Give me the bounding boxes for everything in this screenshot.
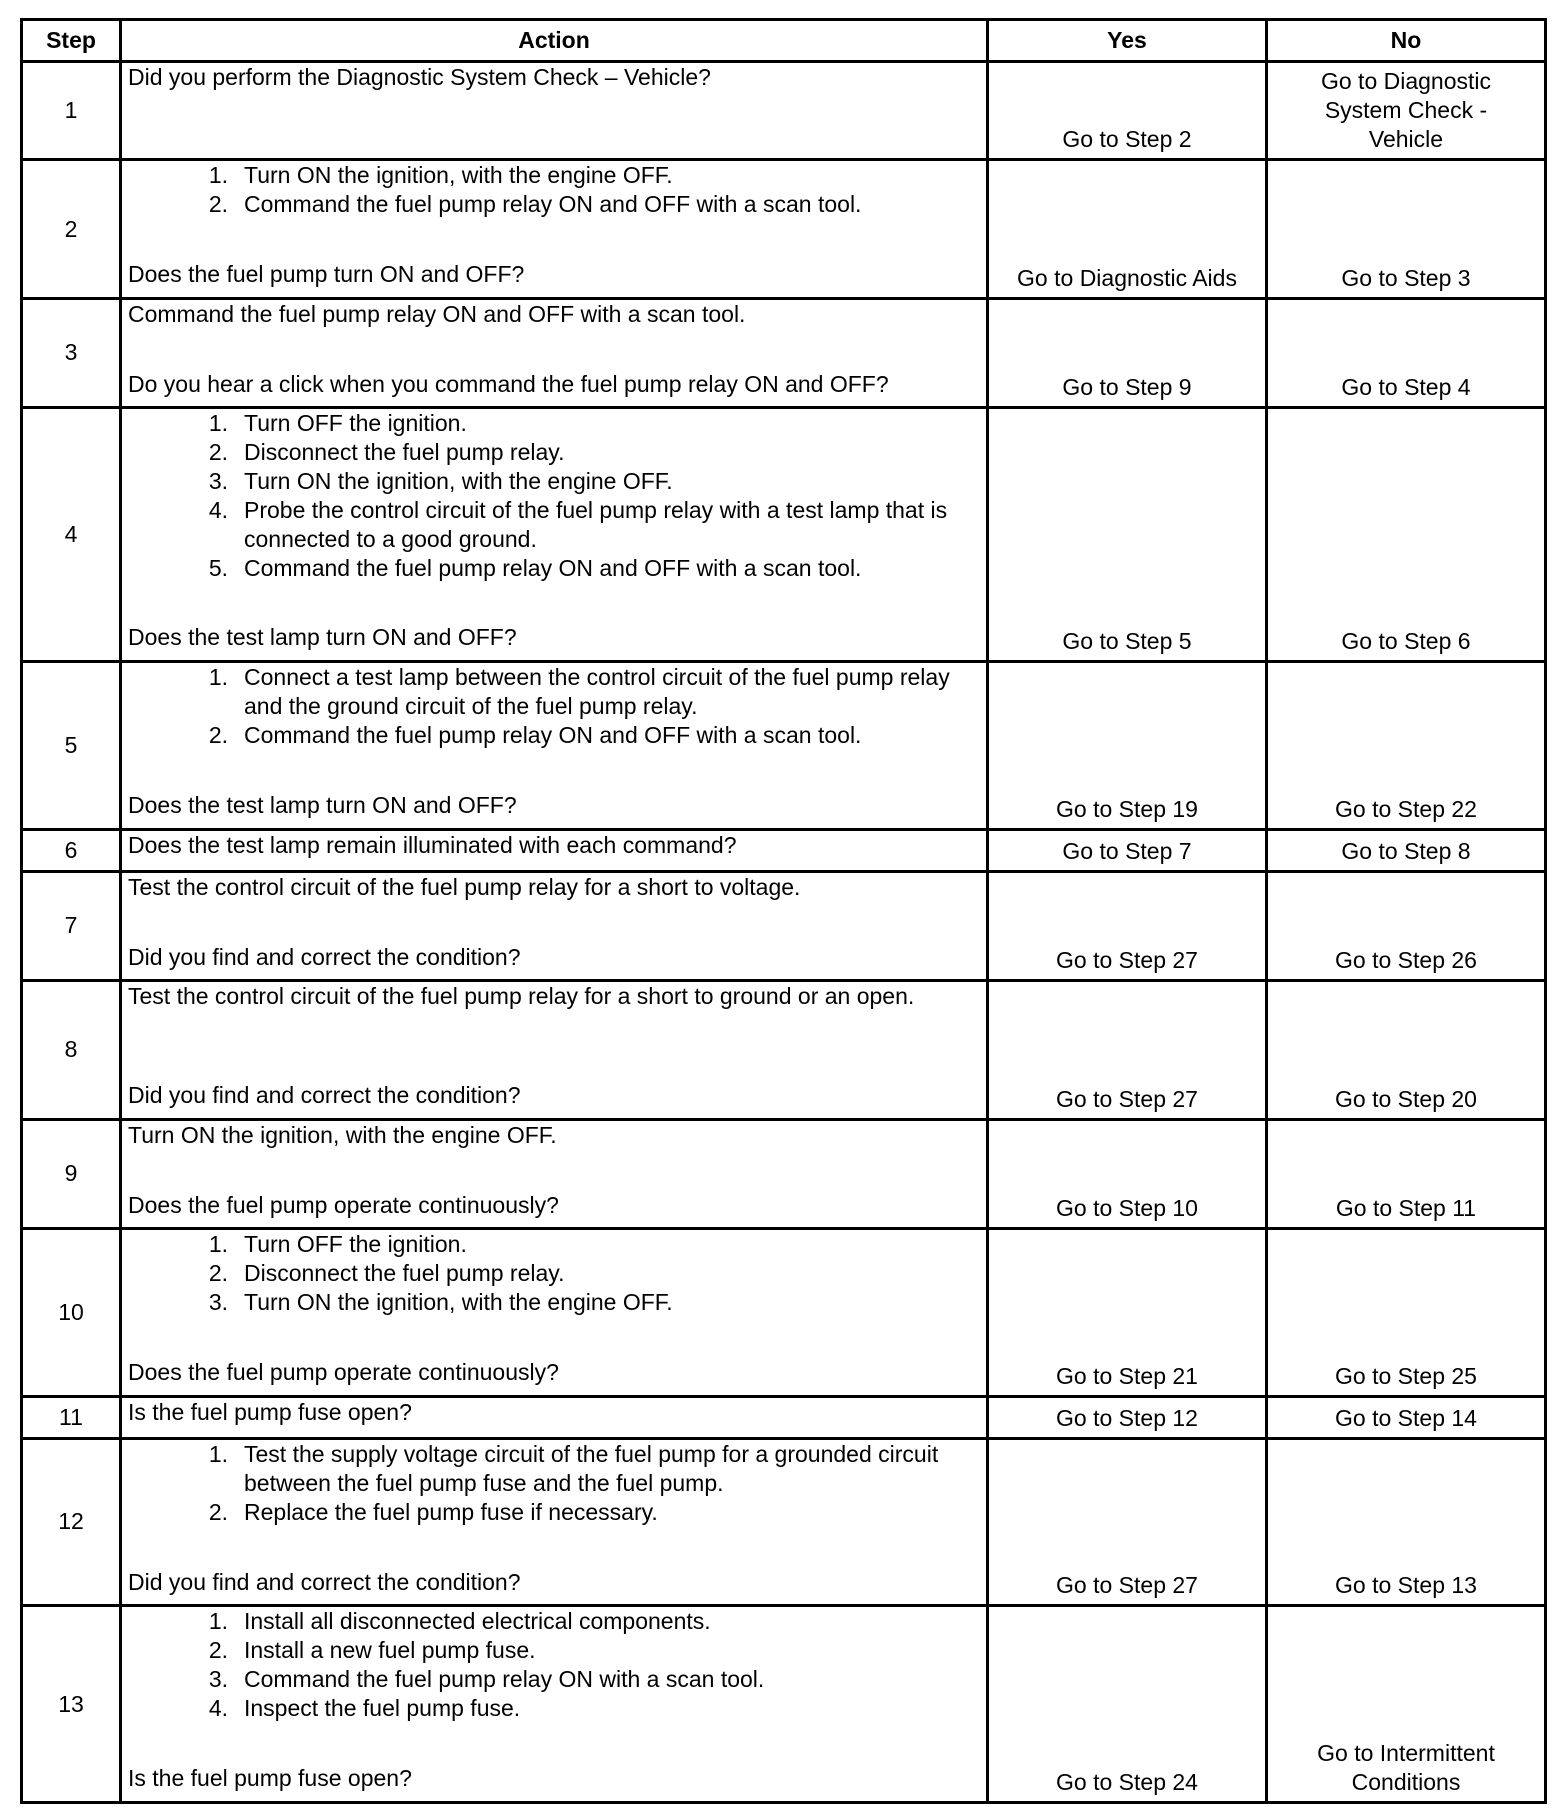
action-cell	[121, 1119, 988, 1228]
action-text: Command the fuel pump relay ON and OFF with a scan tool.	[128, 300, 746, 327]
list-item	[128, 1288, 980, 1317]
action-cell	[121, 1438, 988, 1606]
action-text: Test the control circuit of the fuel pump relay for a short to ground or an open.	[128, 983, 915, 1010]
yes-result: Go to Diagnostic Aids	[1017, 264, 1237, 291]
table-row	[22, 662, 1546, 830]
no-result: Go to Step 11	[1335, 1194, 1477, 1221]
table-row	[22, 298, 1546, 407]
action-text: Test the control circuit of the fuel pump relay for a short to voltage.	[128, 873, 801, 900]
list-item	[128, 1665, 980, 1694]
list-item-number: 1.	[208, 664, 228, 691]
header-action: Action	[121, 20, 988, 62]
action-text: Did you perform the Diagnostic System Check – Vehicle?	[128, 64, 711, 90]
list-item-number: 1.	[208, 1230, 228, 1257]
action-cell	[121, 1396, 988, 1438]
list-item-number: 3.	[208, 1288, 228, 1315]
action-cell	[121, 1228, 988, 1396]
list-item-text: Test the supply voltage circuit of the fuel pump for a grounded circuit between the fuel pump fuse and the fuel pump.	[244, 1440, 939, 1496]
list-item-text: Command the fuel pump relay ON and OFF with a scan tool.	[244, 555, 862, 582]
yes-cell	[988, 298, 1267, 407]
no-cell	[1267, 408, 1546, 662]
action-steps-list	[128, 409, 980, 583]
yes-cell	[988, 981, 1267, 1119]
action-steps-list	[128, 1607, 980, 1723]
no-result: Go to Step 8	[1341, 837, 1471, 864]
action-question: Does the test lamp turn ON and OFF?	[128, 624, 517, 651]
yes-cell	[988, 871, 1267, 980]
step-number: 5	[22, 662, 121, 830]
step-number: 2	[22, 160, 121, 298]
no-cell	[1267, 62, 1546, 160]
table-row	[22, 829, 1546, 871]
yes-cell	[988, 1396, 1267, 1438]
list-item-text: Command the fuel pump relay ON and OFF with a scan tool.	[244, 191, 862, 218]
list-item	[128, 438, 980, 467]
action-steps-list	[128, 663, 980, 750]
table-row	[22, 408, 1546, 662]
action-cell	[121, 298, 988, 407]
step-number: 6	[22, 829, 121, 871]
yes-result: Go to Step 12	[1056, 1404, 1198, 1431]
no-cell	[1267, 829, 1546, 871]
list-item-number: 1.	[208, 1608, 228, 1635]
action-cell	[121, 160, 988, 298]
action-text: Does the test lamp remain illuminated with each command?	[128, 831, 737, 858]
no-result: Go to Step 14	[1335, 1404, 1477, 1431]
yes-result: Go to Step 7	[1062, 837, 1192, 864]
yes-result: Go to Step 27	[1056, 947, 1198, 974]
no-result: Go to Step 4	[1341, 374, 1471, 401]
list-item-text: Command the fuel pump relay ON with a scan tool.	[244, 1666, 765, 1693]
action-cell	[121, 408, 988, 662]
yes-cell	[988, 1606, 1267, 1803]
list-item-text: Inspect the fuel pump fuse.	[244, 1695, 521, 1722]
table-row	[22, 871, 1546, 980]
action-cell	[121, 662, 988, 830]
action-question: Do you hear a click when you command the fuel pump relay ON and OFF?	[128, 370, 889, 397]
list-item-text: Turn OFF the ignition.	[244, 1230, 467, 1257]
list-item-text: Install a new fuel pump fuse.	[244, 1637, 536, 1664]
action-text: Is the fuel pump fuse open?	[128, 1398, 412, 1425]
action-question: Does the fuel pump operate continuously?	[128, 1358, 559, 1385]
yes-cell	[988, 829, 1267, 871]
no-result: Go to Step 6	[1341, 628, 1471, 655]
yes-result: Go to Step 24	[1056, 1769, 1198, 1795]
step-number: 7	[22, 871, 121, 980]
yes-cell	[988, 1438, 1267, 1606]
no-result: Go to Diagnostic System Check - Vehicle	[1320, 68, 1492, 153]
no-result: Go to Intermittent Conditions	[1317, 1740, 1495, 1795]
yes-cell	[988, 662, 1267, 830]
list-item-number: 5.	[208, 555, 228, 582]
table-row	[22, 981, 1546, 1119]
action-question: Is the fuel pump fuse open?	[128, 1765, 412, 1792]
yes-cell	[988, 160, 1267, 298]
yes-result: Go to Step 2	[1062, 126, 1192, 153]
no-cell	[1267, 1396, 1546, 1438]
no-cell	[1267, 662, 1546, 830]
list-item	[128, 1636, 980, 1665]
yes-result: Go to Step 21	[1056, 1362, 1198, 1389]
action-steps-list	[128, 1440, 980, 1527]
step-number: 10	[22, 1228, 121, 1396]
table-row	[22, 1228, 1546, 1396]
list-item-number: 1.	[208, 162, 228, 189]
list-item-number: 1.	[208, 410, 228, 437]
list-item-text: Turn OFF the ignition.	[244, 410, 467, 437]
step-number: 12	[22, 1438, 121, 1606]
table-row	[22, 1606, 1546, 1803]
header-yes: Yes	[988, 20, 1267, 62]
no-cell	[1267, 1228, 1546, 1396]
action-cell	[121, 871, 988, 980]
step-number: 13	[22, 1606, 121, 1803]
yes-cell	[988, 62, 1267, 160]
no-result: Go to Step 25	[1335, 1362, 1477, 1389]
action-cell	[121, 1606, 988, 1803]
list-item	[128, 1498, 980, 1527]
yes-cell	[988, 408, 1267, 662]
no-result: Go to Step 3	[1341, 264, 1471, 291]
step-number: 1	[22, 62, 121, 160]
list-item-text: Turn ON the ignition, with the engine OFF.	[244, 468, 673, 495]
no-cell	[1267, 160, 1546, 298]
list-item	[128, 1259, 980, 1288]
diagnostic-table	[20, 18, 1547, 1804]
list-item	[128, 467, 980, 496]
list-item	[128, 190, 980, 219]
step-number: 11	[22, 1396, 121, 1438]
table-row	[22, 160, 1546, 298]
action-question: Does the test lamp turn ON and OFF?	[128, 792, 517, 819]
no-result: Go to Step 13	[1335, 1572, 1477, 1599]
no-result: Go to Step 26	[1335, 947, 1477, 974]
list-item	[128, 1440, 980, 1498]
action-cell	[121, 981, 988, 1119]
table-row	[22, 1438, 1546, 1606]
action-question: Did you find and correct the condition?	[128, 943, 521, 970]
yes-cell	[988, 1119, 1267, 1228]
list-item-text: Replace the fuel pump fuse if necessary.	[244, 1498, 658, 1525]
list-item	[128, 161, 980, 190]
step-number: 9	[22, 1119, 121, 1228]
header-step: Step	[22, 20, 121, 62]
list-item-number: 2.	[208, 722, 228, 749]
yes-result: Go to Step 27	[1056, 1572, 1198, 1599]
list-item	[128, 1607, 980, 1636]
yes-result: Go to Step 9	[1062, 374, 1192, 401]
list-item	[128, 409, 980, 438]
list-item-number: 2.	[208, 1259, 228, 1286]
no-cell	[1267, 1119, 1546, 1228]
header-no: No	[1267, 20, 1546, 62]
action-question: Does the fuel pump turn ON and OFF?	[128, 261, 525, 288]
yes-result: Go to Step 10	[1056, 1194, 1198, 1221]
header-row	[22, 20, 1546, 62]
list-item-text: Connect a test lamp between the control circuit of the fuel pump relay and the ground circuit of the fuel pump relay.	[244, 664, 950, 720]
list-item	[128, 554, 980, 583]
list-item-text: Turn ON the ignition, with the engine OFF.	[244, 1288, 673, 1315]
list-item-text: Disconnect the fuel pump relay.	[244, 439, 565, 466]
action-question: Did you find and correct the condition?	[128, 1568, 521, 1595]
list-item-number: 1.	[208, 1440, 228, 1467]
list-item	[128, 721, 980, 750]
list-item-text: Turn ON the ignition, with the engine OFF.	[244, 162, 673, 189]
action-question: Does the fuel pump operate continuously?	[128, 1191, 559, 1218]
no-cell	[1267, 1606, 1546, 1803]
list-item-number: 2.	[208, 191, 228, 218]
list-item	[128, 1230, 980, 1259]
yes-result: Go to Step 27	[1056, 1085, 1198, 1112]
action-steps-list	[128, 161, 980, 219]
no-result: Go to Step 20	[1335, 1085, 1477, 1112]
no-cell	[1267, 1438, 1546, 1606]
list-item-number: 4.	[208, 1695, 228, 1722]
list-item	[128, 496, 980, 554]
list-item-text: Disconnect the fuel pump relay.	[244, 1259, 565, 1286]
list-item	[128, 1694, 980, 1723]
step-number: 3	[22, 298, 121, 407]
no-result: Go to Step 22	[1335, 795, 1477, 822]
list-item-number: 3.	[208, 468, 228, 495]
list-item-text: Install all disconnected electrical components.	[244, 1608, 711, 1635]
action-steps-list	[128, 1230, 980, 1317]
yes-result: Go to Step 5	[1062, 628, 1192, 655]
list-item-number: 2.	[208, 1498, 228, 1525]
action-text: Turn ON the ignition, with the engine OFF.	[128, 1121, 557, 1148]
action-question: Did you find and correct the condition?	[128, 1082, 521, 1109]
table-row	[22, 1119, 1546, 1228]
list-item-text: Probe the control circuit of the fuel pump relay with a test lamp that is connected to a good ground.	[244, 497, 948, 553]
list-item-number: 2.	[208, 439, 228, 466]
list-item-text: Command the fuel pump relay ON and OFF with a scan tool.	[244, 722, 862, 749]
list-item-number: 2.	[208, 1637, 228, 1664]
step-number: 4	[22, 408, 121, 662]
step-number: 8	[22, 981, 121, 1119]
list-item-number: 3.	[208, 1666, 228, 1693]
table-row	[22, 1396, 1546, 1438]
action-cell	[121, 62, 988, 160]
yes-result: Go to Step 19	[1056, 795, 1198, 822]
no-cell	[1267, 981, 1546, 1119]
list-item-number: 4.	[208, 497, 228, 524]
no-cell	[1267, 871, 1546, 980]
no-cell	[1267, 298, 1546, 407]
yes-cell	[988, 1228, 1267, 1396]
table-row	[22, 62, 1546, 160]
action-cell	[121, 829, 988, 871]
list-item	[128, 663, 980, 721]
